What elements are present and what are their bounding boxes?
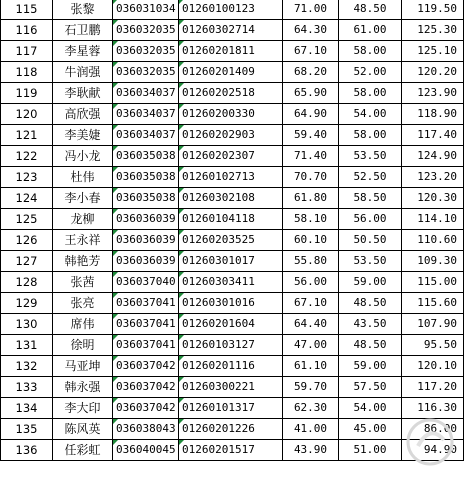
registration-id-cell[interactable]: 01260202307 <box>179 146 283 167</box>
table-row <box>1 209 464 230</box>
row-number-cell[interactable]: 119 <box>1 83 53 104</box>
interview-score-cell[interactable]: 45.00 <box>339 419 402 440</box>
registration-id-cell[interactable]: 01260103127 <box>179 335 283 356</box>
interview-score-cell[interactable]: 59.00 <box>339 272 402 293</box>
written-score-cell[interactable]: 64.40 <box>283 314 339 335</box>
total-score-cell[interactable]: 120.30 <box>402 188 464 209</box>
registration-id-cell[interactable]: 01260203525 <box>179 230 283 251</box>
row-number-cell[interactable]: 121 <box>1 125 53 146</box>
row-number-cell[interactable]: 131 <box>1 335 53 356</box>
interview-score-cell[interactable]: 58.00 <box>339 41 402 62</box>
exam-id-cell[interactable]: 036037042 <box>113 398 179 419</box>
exam-id-cell[interactable]: 036037041 <box>113 293 179 314</box>
registration-id-cell[interactable]: 01260303411 <box>179 272 283 293</box>
interview-score-cell[interactable]: 48.50 <box>339 293 402 314</box>
total-score-cell[interactable]: 86.00 <box>402 419 464 440</box>
registration-id-cell[interactable]: 01260301017 <box>179 251 283 272</box>
table-row <box>1 272 464 293</box>
interview-score-cell[interactable]: 43.50 <box>339 314 402 335</box>
row-number-cell[interactable]: 120 <box>1 104 53 125</box>
registration-id-cell[interactable]: 01260302714 <box>179 20 283 41</box>
name-cell[interactable]: 陈风英 <box>53 419 113 440</box>
registration-id-cell[interactable]: 01260202518 <box>179 83 283 104</box>
name-cell[interactable]: 任彩虹 <box>53 440 113 461</box>
interview-score-cell[interactable]: 51.00 <box>339 440 402 461</box>
registration-id-cell[interactable]: 01260302108 <box>179 188 283 209</box>
registration-id-cell[interactable]: 01260201116 <box>179 356 283 377</box>
table-row <box>1 188 464 209</box>
registration-id-cell[interactable]: 01260201409 <box>179 62 283 83</box>
total-score-cell[interactable]: 119.50 <box>402 0 464 20</box>
row-number-cell[interactable]: 132 <box>1 356 53 377</box>
exam-id-cell[interactable]: 036035038 <box>113 167 179 188</box>
row-number-cell[interactable]: 117 <box>1 41 53 62</box>
name-cell[interactable]: 韩艳芳 <box>53 251 113 272</box>
total-score-cell[interactable]: 107.90 <box>402 314 464 335</box>
table-row <box>1 146 464 167</box>
name-cell[interactable]: 李大印 <box>53 398 113 419</box>
name-cell[interactable]: 李星蓉 <box>53 41 113 62</box>
registration-id-cell[interactable]: 01260202903 <box>179 125 283 146</box>
written-score-cell[interactable]: 62.30 <box>283 398 339 419</box>
total-score-cell[interactable]: 120.10 <box>402 356 464 377</box>
exam-id-cell[interactable]: 036031034 <box>113 0 179 20</box>
total-score-cell[interactable]: 114.10 <box>402 209 464 230</box>
row-number-cell[interactable]: 127 <box>1 251 53 272</box>
registration-id-cell[interactable]: 01260100123 <box>179 0 283 20</box>
total-score-cell[interactable]: 125.30 <box>402 20 464 41</box>
name-cell[interactable]: 张黎 <box>53 0 113 20</box>
table-row <box>1 62 464 83</box>
total-score-cell[interactable]: 120.20 <box>402 62 464 83</box>
name-cell[interactable]: 冯小龙 <box>53 146 113 167</box>
table-row <box>1 230 464 251</box>
registration-id-cell[interactable]: 01260102713 <box>179 167 283 188</box>
total-score-cell[interactable]: 110.60 <box>402 230 464 251</box>
written-score-cell[interactable]: 68.20 <box>283 62 339 83</box>
table-row <box>1 20 464 41</box>
registration-id-cell[interactable]: 01260300221 <box>179 377 283 398</box>
interview-score-cell[interactable]: 61.00 <box>339 20 402 41</box>
interview-score-cell[interactable]: 57.50 <box>339 377 402 398</box>
exam-id-cell[interactable]: 036036039 <box>113 251 179 272</box>
name-cell[interactable]: 杜伟 <box>53 167 113 188</box>
interview-score-cell[interactable]: 52.00 <box>339 62 402 83</box>
name-cell[interactable]: 王永祥 <box>53 230 113 251</box>
written-score-cell[interactable]: 67.10 <box>283 41 339 62</box>
total-score-cell[interactable]: 115.00 <box>402 272 464 293</box>
interview-score-cell[interactable]: 56.00 <box>339 209 402 230</box>
exam-id-cell[interactable]: 036034037 <box>113 125 179 146</box>
registration-id-cell[interactable]: 01260201517 <box>179 440 283 461</box>
total-score-cell[interactable]: 125.10 <box>402 41 464 62</box>
row-number-cell[interactable]: 133 <box>1 377 53 398</box>
row-number-cell[interactable]: 115 <box>1 0 53 20</box>
row-number-cell[interactable]: 125 <box>1 209 53 230</box>
table-row <box>1 314 464 335</box>
row-number-cell[interactable]: 123 <box>1 167 53 188</box>
interview-score-cell[interactable]: 58.00 <box>339 83 402 104</box>
registration-id-cell[interactable]: 01260201226 <box>179 419 283 440</box>
name-cell[interactable]: 徐明 <box>53 335 113 356</box>
table-row <box>1 356 464 377</box>
written-score-cell[interactable]: 61.80 <box>283 188 339 209</box>
interview-score-cell[interactable]: 58.00 <box>339 125 402 146</box>
written-score-cell[interactable]: 59.70 <box>283 377 339 398</box>
total-score-cell[interactable]: 117.40 <box>402 125 464 146</box>
table-row <box>1 0 464 20</box>
table-row <box>1 440 464 461</box>
exam-id-cell[interactable]: 036032035 <box>113 20 179 41</box>
row-number-cell[interactable]: 124 <box>1 188 53 209</box>
name-cell[interactable]: 高欣强 <box>53 104 113 125</box>
total-score-cell[interactable]: 116.30 <box>402 398 464 419</box>
written-score-cell[interactable]: 70.70 <box>283 167 339 188</box>
exam-id-cell[interactable]: 036037041 <box>113 314 179 335</box>
interview-score-cell[interactable]: 59.00 <box>339 356 402 377</box>
total-score-cell[interactable]: 118.90 <box>402 104 464 125</box>
interview-score-cell[interactable]: 53.50 <box>339 251 402 272</box>
row-number-cell[interactable]: 136 <box>1 440 53 461</box>
total-score-cell[interactable]: 95.50 <box>402 335 464 356</box>
exam-id-cell[interactable]: 036040045 <box>113 440 179 461</box>
exam-id-cell[interactable]: 036034037 <box>113 104 179 125</box>
interview-score-cell[interactable]: 48.50 <box>339 0 402 20</box>
total-score-cell[interactable]: 115.60 <box>402 293 464 314</box>
row-number-cell[interactable]: 129 <box>1 293 53 314</box>
written-score-cell[interactable]: 71.40 <box>283 146 339 167</box>
exam-id-cell[interactable]: 036037042 <box>113 356 179 377</box>
exam-id-cell[interactable]: 036035038 <box>113 188 179 209</box>
interview-score-cell[interactable]: 52.50 <box>339 167 402 188</box>
name-cell[interactable]: 马亚坤 <box>53 356 113 377</box>
table-row <box>1 125 464 146</box>
interview-score-cell[interactable]: 58.50 <box>339 188 402 209</box>
name-cell[interactable]: 石卫鹏 <box>53 20 113 41</box>
interview-score-cell[interactable]: 48.50 <box>339 335 402 356</box>
table-row <box>1 251 464 272</box>
name-cell[interactable]: 张亮 <box>53 293 113 314</box>
name-cell[interactable]: 韩永强 <box>53 377 113 398</box>
written-score-cell[interactable]: 41.00 <box>283 419 339 440</box>
table-row <box>1 104 464 125</box>
score-table-body <box>1 0 464 461</box>
total-score-cell[interactable]: 109.30 <box>402 251 464 272</box>
written-score-cell[interactable]: 47.00 <box>283 335 339 356</box>
row-number-cell[interactable]: 116 <box>1 20 53 41</box>
table-row <box>1 419 464 440</box>
name-cell[interactable]: 龙柳 <box>53 209 113 230</box>
name-cell[interactable]: 张茜 <box>53 272 113 293</box>
name-cell[interactable]: 席伟 <box>53 314 113 335</box>
exam-id-cell[interactable]: 036032035 <box>113 62 179 83</box>
exam-id-cell[interactable]: 036036039 <box>113 230 179 251</box>
name-cell[interactable]: 李美婕 <box>53 125 113 146</box>
exam-id-cell[interactable]: 036037040 <box>113 272 179 293</box>
table-row <box>1 398 464 419</box>
row-number-cell[interactable]: 128 <box>1 272 53 293</box>
exam-id-cell[interactable]: 036036039 <box>113 209 179 230</box>
written-score-cell[interactable]: 71.00 <box>283 0 339 20</box>
written-score-cell[interactable]: 58.10 <box>283 209 339 230</box>
total-score-cell[interactable]: 123.90 <box>402 83 464 104</box>
written-score-cell[interactable]: 60.10 <box>283 230 339 251</box>
registration-id-cell[interactable]: 01260201811 <box>179 41 283 62</box>
row-number-cell[interactable]: 134 <box>1 398 53 419</box>
registration-id-cell[interactable]: 01260200330 <box>179 104 283 125</box>
exam-id-cell[interactable]: 036037041 <box>113 335 179 356</box>
written-score-cell[interactable]: 67.10 <box>283 293 339 314</box>
row-number-cell[interactable]: 130 <box>1 314 53 335</box>
registration-id-cell[interactable]: 01260101317 <box>179 398 283 419</box>
written-score-cell[interactable]: 64.30 <box>283 20 339 41</box>
row-number-cell[interactable]: 118 <box>1 62 53 83</box>
table-row <box>1 377 464 398</box>
table-row <box>1 335 464 356</box>
total-score-cell[interactable]: 124.90 <box>402 146 464 167</box>
row-number-cell[interactable]: 126 <box>1 230 53 251</box>
registration-id-cell[interactable]: 01260104118 <box>179 209 283 230</box>
table-row <box>1 41 464 62</box>
registration-id-cell[interactable]: 01260201604 <box>179 314 283 335</box>
total-score-cell[interactable]: 123.20 <box>402 167 464 188</box>
exam-id-cell[interactable]: 036038043 <box>113 419 179 440</box>
exam-id-cell[interactable]: 036032035 <box>113 41 179 62</box>
interview-score-cell[interactable]: 54.00 <box>339 398 402 419</box>
name-cell[interactable]: 李小春 <box>53 188 113 209</box>
written-score-cell[interactable]: 55.80 <box>283 251 339 272</box>
row-number-cell[interactable]: 122 <box>1 146 53 167</box>
exam-id-cell[interactable]: 036035038 <box>113 146 179 167</box>
exam-id-cell[interactable]: 036037042 <box>113 377 179 398</box>
table-row <box>1 293 464 314</box>
registration-id-cell[interactable]: 01260301016 <box>179 293 283 314</box>
written-score-cell[interactable]: 59.40 <box>283 125 339 146</box>
table-row <box>1 83 464 104</box>
interview-score-cell[interactable]: 50.50 <box>339 230 402 251</box>
name-cell[interactable]: 李耿献 <box>53 83 113 104</box>
written-score-cell[interactable]: 56.00 <box>283 272 339 293</box>
name-cell[interactable]: 牛润强 <box>53 62 113 83</box>
written-score-cell[interactable]: 65.90 <box>283 83 339 104</box>
table-row <box>1 167 464 188</box>
total-score-cell[interactable]: 94.90 <box>402 440 464 461</box>
interview-score-cell[interactable]: 53.50 <box>339 146 402 167</box>
total-score-cell[interactable]: 117.20 <box>402 377 464 398</box>
written-score-cell[interactable]: 64.90 <box>283 104 339 125</box>
written-score-cell[interactable]: 61.10 <box>283 356 339 377</box>
interview-score-cell[interactable]: 54.00 <box>339 104 402 125</box>
exam-id-cell[interactable]: 036034037 <box>113 83 179 104</box>
row-number-cell[interactable]: 135 <box>1 419 53 440</box>
written-score-cell[interactable]: 43.90 <box>283 440 339 461</box>
